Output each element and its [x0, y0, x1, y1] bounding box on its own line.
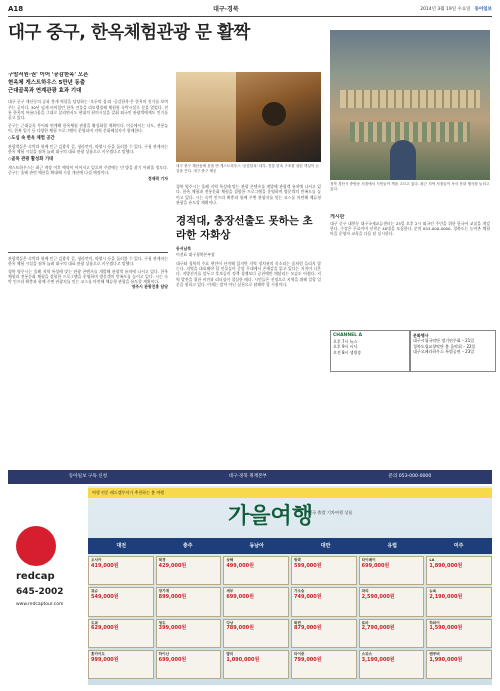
package-item[interactable] — [156, 587, 222, 616]
package-item[interactable] — [88, 650, 154, 679]
package-name: 북경 — [158, 558, 166, 562]
article-paragraph: 중구는 근대골목 투어와 연계해 한옥체험 관광을 활성화할 계획이다. 이곳에서는 다도, 전통놀이, 한복 입기 등 다양한 체험 프로그램이 운영되며 지역 문화해설사가 함께한다. — [8, 122, 168, 133]
article-paragraph: 경북 영주시는 올해 지역 특성에 맞는 관광 콘텐츠를 개발해 관광객 유치에 나서고 있다. 한옥 체험과 전통문화 체험을 결합한 프로그램을 운영하며 방문객의 만족도를 높이고 있다. 시는 숙박 인프라 확충과 함께 주변 관광지를 잇는 코스를 마련해 체류형 관광을 유도할 계획이다. — [176, 184, 321, 205]
article-subhead: ◇도심 속 한옥 체험 공간 — [8, 136, 55, 142]
package-item[interactable] — [359, 556, 425, 585]
package-price: 499,000원 — [226, 562, 254, 569]
photo-figure-shape — [262, 102, 286, 126]
package-item[interactable] — [88, 587, 154, 616]
package-name: 하이난 — [158, 651, 170, 656]
article-byline: 영주시 관광진흥 담당 — [131, 284, 168, 290]
package-item[interactable] — [156, 650, 222, 679]
package-price: 419,000원 — [91, 562, 119, 569]
package-item[interactable] — [156, 556, 222, 585]
package-name: 청도 — [158, 620, 166, 625]
package-name: 발리 — [226, 651, 234, 656]
package-price: 1,990,000원 — [429, 656, 463, 663]
channel-item: 오후 9시 시사 — [333, 344, 358, 350]
package-price: 399,000원 — [158, 625, 187, 632]
notice-board — [330, 214, 490, 324]
ad-tagline: 전국 출발 기차여행 상품 — [308, 510, 353, 515]
ad-brand: redcap — [16, 571, 55, 582]
promo-item[interactable]: 동아일보 구독 신청 — [68, 473, 108, 479]
newspaper-brand: 동아일보 — [474, 6, 492, 12]
channel-label: CHANNEL A — [333, 333, 363, 338]
photo-shelf-shape — [350, 122, 470, 142]
photo-caption: 경북 경산시 중방동 서점에서 시민들이 책을 고르고 있다. 최근 지역 서점들이 독서 문화 행사를 늘리고 있다. — [330, 182, 490, 191]
article-paragraph: 대구 중구 계산동의 공과 봉개 역할을 담당하는 '오두막 집'과 '공감한옥'은 한옥의 진가를 보여주는 곳이다. 30년 넘게 비어있던 한옥 건물을 리모델링해 체험형 숙박시설로 문을 열었다. 전통 한옥의 아름다움을 그대로 살리면서도 현대적 편의시설을 갖춰 외국인 관광객에게도 인기를 끌고 있다. — [8, 99, 168, 121]
event-item: 경북도립교향악단 봄 음악회 – 22일 — [413, 343, 476, 349]
column-body: 대구와 경북의 주요 현안이 산적해 있지만 지역 정치권의 목소리는 좀처럼 들리지 않는다. 지역을 대표해야 할 인물들이 중앙 무대에서 존재감을 잃고 있다는 지적이 나온다. 지방선거를 앞두고 후보들이 정책 경쟁보다 공천에만 매달리는 모습도 아쉽다. 지역 발전을 위한 비전과 리더십이 절실한 때다. 시민들은 진정으로 지역을 위해 일할 일꾼을 원하고 있다. 이제는 말이 아닌 실천으로 답해야 할 시점이다. — [176, 260, 321, 287]
redcap-logo — [16, 526, 56, 566]
package-price: 629,000원 — [91, 625, 119, 632]
ad-brand-panel — [8, 486, 88, 685]
package-name: 파리 — [361, 589, 369, 594]
package-name: 밴쿠버 — [429, 651, 440, 656]
channel-box — [330, 330, 410, 372]
article-byline: 정재락 기자 — [147, 175, 168, 181]
region-label: 미주 — [453, 542, 464, 549]
package-price: 799,000원 — [293, 656, 322, 663]
package-name: 타이베이 — [361, 558, 376, 562]
package-item[interactable] — [426, 619, 492, 648]
region-label: 유럽 — [387, 542, 397, 549]
package-name: 로마 — [361, 620, 369, 625]
promo-item: 대구·경북 취재본부 — [228, 473, 267, 479]
issue-date: 2014년 3월 19일 수요일 — [420, 6, 471, 12]
package-item[interactable] — [223, 587, 289, 616]
package-name: 뉴욕 — [429, 589, 437, 594]
package-name: 화련 — [293, 620, 301, 625]
package-price: 2,190,000원 — [429, 594, 463, 601]
ad-strip: 여행 전문 레드캡투어가 추천하는 봄 여행 — [88, 488, 492, 498]
page-header — [8, 4, 492, 17]
package-item[interactable] — [223, 619, 289, 648]
package-price: 879,000원 — [293, 625, 322, 632]
column-author — [176, 246, 321, 257]
section-title: 대구·경북 — [213, 5, 239, 13]
article-paragraph: 관광객들은 숙박과 함께 인근 김광석 길, 청라언덕, 약령시 등을 둘러볼 수 있다. 구청 관계자는 한옥 체험 시설을 점차 늘려 대구의 대표 관광 상품으로 키우겠다고 말했다. — [8, 143, 168, 155]
page-number: A18 — [8, 5, 24, 14]
package-item[interactable] — [359, 619, 425, 648]
article-secondary — [176, 184, 321, 208]
column-author-name: 동서남북 — [176, 246, 192, 252]
package-grid — [88, 556, 492, 679]
package-name: 타이중 — [293, 651, 305, 656]
package-item[interactable] — [426, 587, 492, 616]
article-main — [8, 72, 168, 252]
package-item[interactable] — [88, 619, 154, 648]
ad-title: 가을여행 — [228, 503, 314, 529]
bookstore-photo — [330, 30, 490, 180]
package-item[interactable] — [223, 650, 289, 679]
article-paragraph: 게스트하우스는 최근 개장 이후 예약이 이어지고 있으며 주말에는 빈 방을 찾기 어려울 정도다. 중구는 올해 관련 예산을 확대해 시설 개선에 나설 예정이다. — [8, 165, 168, 176]
notice-body: 대구 중구 대봉동 대구국제교류센터는 25일 오후 2시 외국인 주민을 위한 한국어 교실을 개강한다. 수강은 무료이며 선착순 40명을 모집한다. 문의 053-000-0000. 경북도는 농어촌 체험마을 운영자 교육을 다음 달 실시한다. — [330, 220, 490, 237]
package-price: 1,890,000원 — [429, 562, 463, 569]
package-name: 하와이 — [429, 620, 440, 625]
package-name: 다낭 — [226, 620, 234, 625]
package-price: 2,590,000원 — [361, 594, 395, 601]
promo-item: 문의 053-000-0000 — [388, 473, 432, 479]
events-title: 문화행사 — [413, 333, 429, 338]
package-name: 상해 — [226, 558, 234, 562]
package-name: 스위스 — [361, 651, 373, 656]
notice-title: 게시판 — [330, 214, 345, 220]
region-label: 충주 — [182, 542, 193, 549]
package-price: 899,000원 — [158, 594, 187, 601]
event-item: 대구시립국악단 정기연주회 – 21일 — [413, 338, 475, 344]
package-item[interactable] — [223, 556, 289, 585]
package-price: 1,090,000원 — [226, 656, 260, 663]
article-paragraph: 경북 영주시는 올해 지역 특성에 맞는 관광 콘텐츠를 개발해 관광객 유치에 나서고 있다. 한옥 체험과 전통문화 체험을 결합한 프로그램을 운영하며 방문객의 만족도를 높이고 있다. 시는 숙박 인프라 확충과 함께 주변 관광지를 잇는 코스를 마련해 체류형 관광을 유도할 계획이다. — [8, 268, 168, 285]
package-price: 699,000원 — [158, 656, 187, 663]
package-name: LA — [429, 558, 435, 562]
package-price: 999,000원 — [91, 656, 119, 663]
region-label: 대전 — [116, 542, 127, 549]
package-name: 방콕 — [293, 558, 301, 562]
package-price: 789,000원 — [226, 625, 254, 632]
package-price: 2,790,000원 — [361, 625, 395, 632]
ad-website[interactable]: www.redcaptour.com — [16, 602, 64, 607]
package-item[interactable] — [291, 650, 357, 679]
package-price: 1,590,000원 — [429, 625, 463, 632]
package-price: 699,000원 — [226, 594, 254, 601]
package-name: 장가계 — [158, 589, 170, 594]
promo-bar — [8, 470, 492, 484]
package-price: 699,000원 — [361, 562, 390, 569]
package-price: 749,000원 — [293, 594, 322, 601]
package-price: 599,000원 — [293, 562, 322, 569]
ad-phone[interactable]: 645-2002 — [16, 587, 64, 597]
package-price: 429,000원 — [158, 562, 187, 569]
events-box — [410, 330, 496, 372]
package-name: 가오슝 — [293, 589, 305, 594]
package-name: 도쿄 — [91, 620, 98, 625]
ad-region-bar — [88, 538, 492, 554]
package-price: 3,190,000원 — [361, 656, 395, 663]
region-label: 동남아 — [249, 542, 264, 549]
package-item[interactable] — [359, 587, 425, 616]
article-paragraph: 관광객들은 숙박과 함께 인근 김광석 길, 청라언덕, 약령시 등을 둘러볼 수 있다. 구청 관계자는 한옥 체험 시설을 점차 늘려 대구의 대표 관광 상품으로 키우겠다고 말했다. — [8, 256, 168, 267]
photo-person-shape — [390, 140, 416, 180]
package-item[interactable] — [291, 587, 357, 616]
article-subhead: ◇골목 관광 활성화 기대 — [8, 157, 54, 163]
channel-item: 오전 8시 생방송 — [333, 349, 362, 355]
package-name: 홋카이도 — [91, 651, 105, 656]
channel-item: 오후 7시 뉴스 — [333, 339, 358, 345]
package-item[interactable] — [426, 650, 492, 679]
package-item[interactable] — [156, 619, 222, 648]
package-item[interactable] — [88, 556, 154, 585]
travel-advertisement — [8, 486, 492, 685]
divider — [8, 252, 168, 253]
package-item[interactable] — [291, 556, 357, 585]
hanok-interior-photo — [176, 72, 321, 162]
package-item[interactable] — [426, 556, 492, 585]
package-price: 549,000원 — [91, 594, 119, 601]
photo-caption: 대구 중구 계산동에 문을 연 게스트하우스 '공감한옥' 내부. 전통 한옥 구조를 살린 객실이 눈길을 끈다. 대구 중구 제공 — [176, 164, 319, 173]
article-second — [8, 256, 168, 466]
photo-shelf-shape — [340, 90, 480, 108]
package-item[interactable] — [359, 650, 425, 679]
event-item: 대구오페라하우스 특별공연 – 23일 — [413, 349, 475, 355]
main-headline: 대구 중구, 한옥체험관광 문 활짝 — [8, 23, 250, 43]
region-label: 대만 — [320, 542, 331, 549]
photo-wall-shape — [176, 72, 236, 162]
package-item[interactable] — [291, 619, 357, 648]
article-deck: 구암서원·권' 이어 '공감한옥' 오픈 현옥체 게스트하우스 5만년 동출 근대골목과 연계관광 효과 기대 — [8, 72, 89, 94]
package-name: 큐슈 — [91, 589, 98, 594]
package-name: 오사카 — [91, 558, 102, 562]
column-title: 경적대, 충장선출도 못하는 초라한 자화상 — [176, 215, 313, 242]
package-name: 세부 — [226, 589, 234, 594]
opinion-column — [176, 214, 321, 466]
column-author-title: 이진표 대구경북본부장 — [176, 251, 215, 257]
